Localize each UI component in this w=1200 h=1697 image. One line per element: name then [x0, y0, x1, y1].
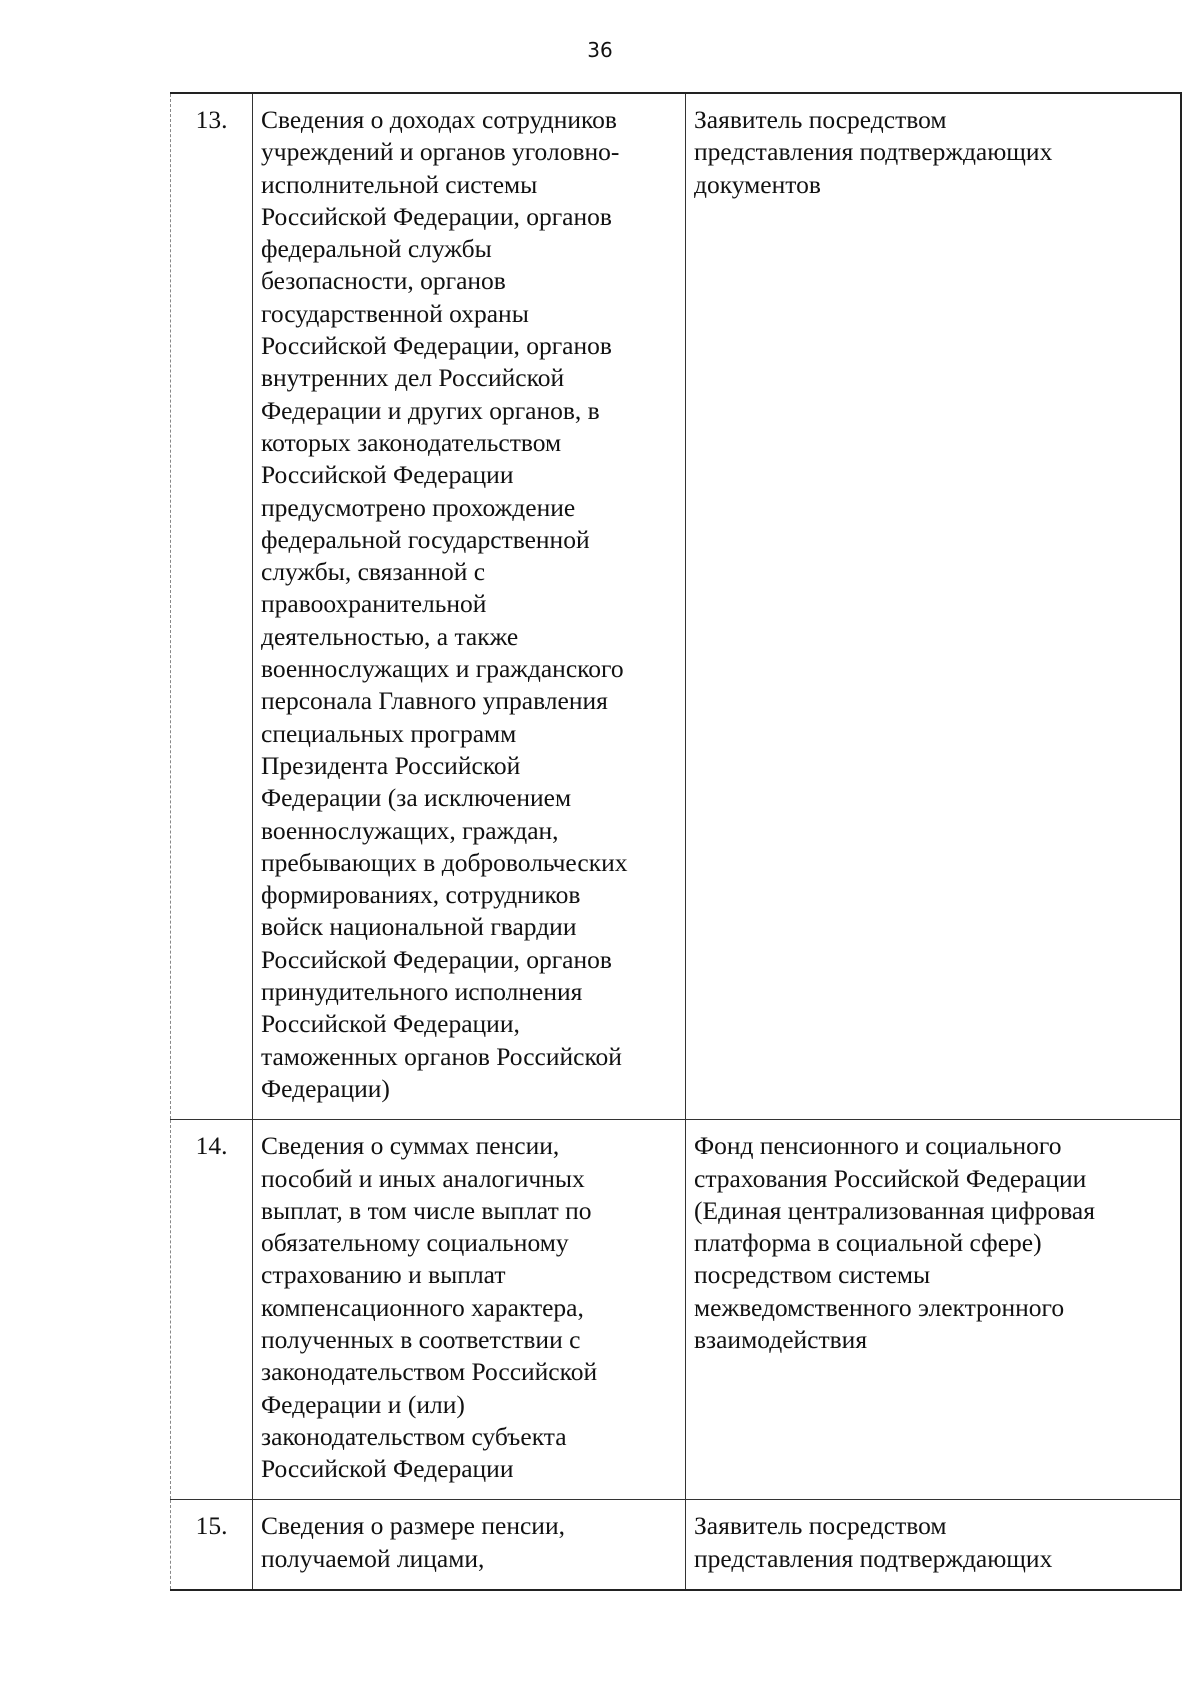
source-line: Заявитель посредством: [694, 105, 947, 134]
document-table: [170, 92, 1182, 1591]
row-number: 15.: [171, 1500, 253, 1590]
description-line: Сведения о суммах пенсии,: [261, 1131, 560, 1161]
source-line: межведомственного электронного: [694, 1292, 1065, 1322]
description-line: исполнительной системы: [261, 169, 538, 199]
description-line: Президента Российской: [261, 750, 521, 780]
row-description: [253, 93, 686, 1120]
description-line: предусмотрено прохождение: [261, 492, 576, 522]
description-line: Федерации и (или): [261, 1389, 465, 1419]
source-line: Заявитель посредством: [694, 1511, 947, 1541]
source-line: документов: [694, 169, 821, 199]
description-line: безопасности, органов: [261, 266, 506, 296]
row-source: [686, 93, 1182, 1120]
row-description: [253, 1120, 686, 1500]
source-line: страхования Российской Федерации: [694, 1163, 1087, 1193]
description-line: персонала Главного управления: [261, 686, 608, 716]
description-line: Сведения о доходах сотрудников: [261, 105, 617, 134]
source-line: посредством системы: [694, 1260, 931, 1290]
description-line: Российской Федерации: [261, 460, 514, 490]
row-description: [253, 1500, 686, 1590]
description-line: страхованию и выплат: [261, 1260, 506, 1290]
description-line: федеральной государственной: [261, 524, 590, 554]
description-line: учреждений и органов уголовно-: [261, 137, 620, 167]
description-line: Сведения о размере пенсии,: [261, 1511, 565, 1541]
source-line: Фонд пенсионного и социального: [694, 1131, 1062, 1161]
row-source: [686, 1120, 1182, 1500]
source-line: представления подтверждающих: [694, 137, 1053, 167]
description-line: внутренних дел Российской: [261, 363, 565, 393]
description-line: Российской Федерации, органов: [261, 331, 612, 361]
row-number: 14.: [171, 1120, 253, 1500]
page-number: 36: [587, 38, 613, 62]
description-line: таможенных органов Российской: [261, 1041, 622, 1071]
description-line: Российской Федерации,: [261, 1009, 520, 1039]
description-line: правоохранительной: [261, 589, 487, 619]
row-number: 13.: [171, 93, 253, 1120]
description-line: военнослужащих, граждан,: [261, 815, 559, 845]
description-line: федеральной службы: [261, 234, 492, 264]
description-line: получаемой лицами,: [261, 1543, 485, 1573]
description-line: службы, связанной с: [261, 557, 486, 587]
description-line: принудительного исполнения: [261, 977, 583, 1007]
description-line: Федерации и других органов, в: [261, 395, 600, 425]
description-line: формированиях, сотрудников: [261, 880, 581, 910]
description-line: Федерации (за исключением: [261, 783, 572, 813]
description-line: законодательством Российской: [261, 1357, 598, 1387]
description-line: обязательному социальному: [261, 1228, 569, 1258]
row-source: [686, 1500, 1182, 1590]
description-line: Российской Федерации: [261, 1454, 514, 1484]
table-row: [171, 1500, 1182, 1590]
description-line: Российской Федерации, органов: [261, 201, 612, 231]
description-line: военнослужащих и гражданского: [261, 654, 624, 684]
description-line: выплат, в том числе выплат по: [261, 1195, 592, 1225]
description-line: полученных в соответствии с: [261, 1324, 581, 1354]
description-line: компенсационного характера,: [261, 1292, 584, 1322]
source-line: представления подтверждающих: [694, 1543, 1053, 1573]
description-line: пребывающих в добровольческих: [261, 847, 628, 877]
description-line: Российской Федерации, органов: [261, 944, 612, 974]
source-line: взаимодействия: [694, 1324, 868, 1354]
source-line: (Единая централизованная цифровая: [694, 1195, 1095, 1225]
source-line: платформа в социальной сфере): [694, 1228, 1042, 1258]
description-line: законодательством субъекта: [261, 1421, 567, 1451]
description-line: которых законодательством: [261, 427, 562, 457]
table-row: [171, 93, 1182, 1120]
description-line: Федерации): [261, 1073, 390, 1103]
description-line: войск национальной гвардии: [261, 912, 577, 942]
description-line: государственной охраны: [261, 298, 529, 328]
description-line: специальных программ: [261, 718, 517, 748]
description-line: пособий и иных аналогичных: [261, 1163, 585, 1193]
table-row: [171, 1120, 1182, 1500]
description-line: деятельностью, а также: [261, 621, 519, 651]
